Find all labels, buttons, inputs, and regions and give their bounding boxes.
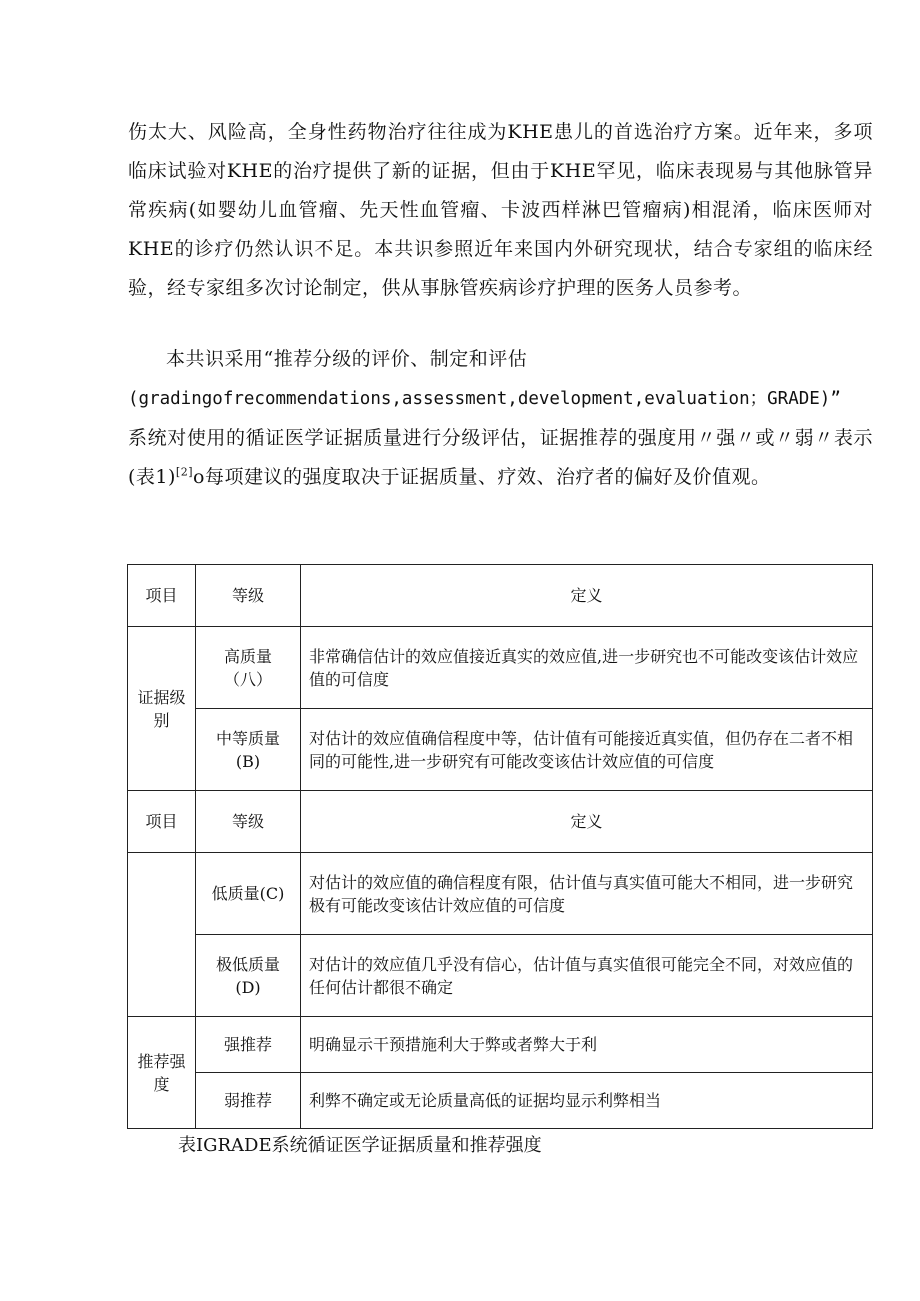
grade-cell: 强推荐 — [196, 1017, 301, 1073]
table-row — [128, 627, 873, 709]
grade-paragraph-line4: o每项建议的强度取决于证据质量、疗效、治疗者的偏好及价值观。 — [193, 466, 771, 488]
header-item: 项目 — [128, 565, 196, 627]
grade-table — [127, 564, 873, 1129]
grade-cell: 高质量（八） — [196, 627, 301, 709]
grade-paragraph — [128, 340, 873, 497]
header-grade: 等级 — [196, 565, 301, 627]
grade-paragraph-english: (gradingofrecommendations,assessment,development,evaluation；GRADE)” — [128, 389, 841, 409]
definition-cell: 明确显示干预措施利大于弊或者弊大于利 — [301, 1017, 873, 1073]
definition-cell: 对估计的效应值的确信程度有限，估计值与真实值可能大不相同，进一步研究极有可能改变该估计效应值的可信度 — [301, 853, 873, 935]
grade-cell: 中等质量(B) — [196, 709, 301, 791]
table-caption: 表IGRADE系统循证医学证据质量和推荐强度 — [178, 1135, 542, 1156]
header-definition: 定义 — [301, 791, 873, 853]
header-definition: 定义 — [301, 565, 873, 627]
grade-cell: 低质量(C) — [196, 853, 301, 935]
definition-cell: 利弊不确定或无论质量高低的证据均显示利弊相当 — [301, 1073, 873, 1129]
table-row — [128, 1073, 873, 1129]
table-row — [128, 853, 873, 935]
grade-paragraph-line1: 本共识采用“推荐分级的评价、制定和评估 — [166, 348, 528, 370]
definition-cell: 对估计的效应值几乎没有信心，估计值与真实值很可能完全不同，对效应值的任何估计都很不确定 — [301, 935, 873, 1017]
group-evidence-level: 证据级别 — [128, 627, 196, 791]
table-header-row-repeat — [128, 791, 873, 853]
citation-ref: [2] — [175, 465, 194, 479]
table-row — [128, 1017, 873, 1073]
definition-cell: 非常确信估计的效应值接近真实的效应值,进一步研究也不可能改变该估计效应值的可信度 — [301, 627, 873, 709]
grade-cell: 弱推荐 — [196, 1073, 301, 1129]
group-recommendation-strength: 推荐强度 — [128, 1017, 196, 1129]
table-header-row — [128, 565, 873, 627]
grade-cell: 极低质量(D) — [196, 935, 301, 1017]
group-empty-cell — [128, 853, 196, 1017]
intro-paragraph: 伤太大、风险高，全身性药物治疗往往成为KHE患儿的首选治疗方案。近年来，多项临床试验对KHE的治疗提供了新的证据，但由于KHE罕见，临床表现易与其他脉管异常疾病(如婴幼儿血管瘤、先天性血管瘤、卡波西样淋巴管瘤病)相混淆，临床医师对KHE的诊疗仍然认识不足。本共识参照近年来国内外研究现状，结合专家组的临床经验，经专家组多次讨论制定，供从事脉管疾病诊疗护理的医务人员参考。 — [128, 121, 873, 299]
header-grade: 等级 — [196, 791, 301, 853]
header-item: 项目 — [128, 791, 196, 853]
table-row — [128, 709, 873, 791]
definition-cell: 对估计的效应值确信程度中等，估计值有可能接近真实值，但仍存在二者不相同的可能性,进一步研究有可能改变该估计效应值的可信度 — [301, 709, 873, 791]
grade-paragraph-line3: 系统对使用的循证医学证据质量进行分级评估，证据推荐的强度用〃强〃或〃弱〃表示(表1) — [128, 427, 873, 488]
table-row — [128, 935, 873, 1017]
